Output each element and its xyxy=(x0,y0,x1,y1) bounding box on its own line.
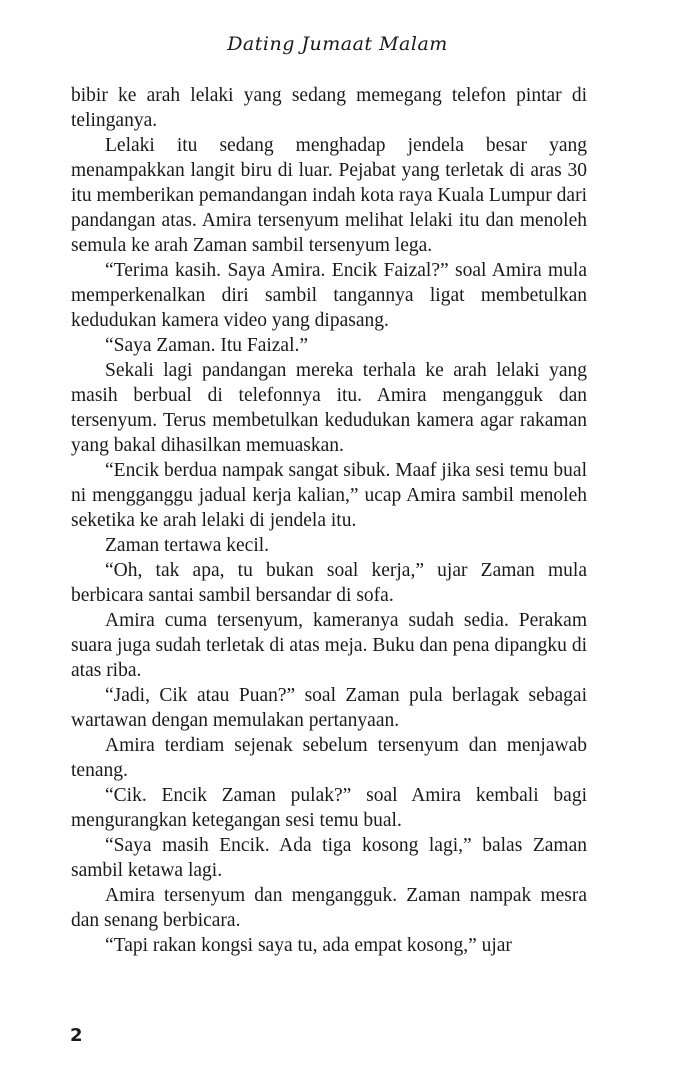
page-number: 2 xyxy=(70,1025,83,1046)
paragraph: bibir ke arah lelaki yang sedang memegang telefon pintar di telinganya. xyxy=(71,85,587,131)
body-text xyxy=(71,83,587,958)
paragraph: “Cik. Encik Zaman pulak?” soal Amira kembali bagi mengurangkan ketegangan sesi temu bual. xyxy=(71,785,587,831)
paragraph: Amira terdiam sejenak sebelum tersenyum dan menjawab tenang. xyxy=(71,735,587,781)
paragraph: Zaman tertawa kecil. xyxy=(105,535,270,556)
paragraph: Lelaki itu sedang menghadap jendela besar yang menampakkan langit biru di luar. Pejabat yang terletak di aras 30 itu memberikan pemandangan indah kota raya Kuala Lumpur dari pandangan atas. Amira tersenyum melihat lelaki itu dan menoleh semula ke arah Zaman sambil tersenyum lega. xyxy=(71,135,587,256)
paragraph: “Saya Zaman. Itu Faizal.” xyxy=(105,335,309,356)
paragraph: “Tapi rakan kongsi saya tu, ada empat kosong,” ujar xyxy=(105,935,512,956)
paragraph: Sekali lagi pandangan mereka terhala ke arah lelaki yang masih berbual di telefonnya itu. Amira mengangguk dan tersenyum. Terus membetulkan kedudukan kamera agar rakaman yang bakal dihasilkan memuaskan. xyxy=(71,360,587,456)
paragraph: “Saya masih Encik. Ada tiga kosong lagi,” balas Zaman sambil ketawa lagi. xyxy=(71,835,587,881)
paragraph: “Encik berdua nampak sangat sibuk. Maaf jika sesi temu bual ni mengganggu jadual kerja kalian,” ucap Amira sambil menoleh seketika ke arah lelaki di jendela itu. xyxy=(71,460,587,531)
paragraph: “Jadi, Cik atau Puan?” soal Zaman pula berlagak sebagai wartawan dengan memulakan pertanyaan. xyxy=(71,685,587,731)
running-title: Dating Jumaat Malam xyxy=(227,33,448,55)
paragraph: Amira cuma tersenyum, kameranya sudah sedia. Perakam suara juga sudah terletak di atas meja. Buku dan pena dipangku di atas riba. xyxy=(71,610,587,681)
paragraph: “Terima kasih. Saya Amira. Encik Faizal?” soal Amira mula memperkenalkan diri sambil tangannya ligat membetulkan kedudukan kamera video yang dipasang. xyxy=(71,260,587,331)
paragraph: “Oh, tak apa, tu bukan soal kerja,” ujar Zaman mula berbicara santai sambil bersandar di sofa. xyxy=(71,560,587,606)
paragraph: Amira tersenyum dan mengangguk. Zaman nampak mesra dan senang berbicara. xyxy=(71,885,587,931)
